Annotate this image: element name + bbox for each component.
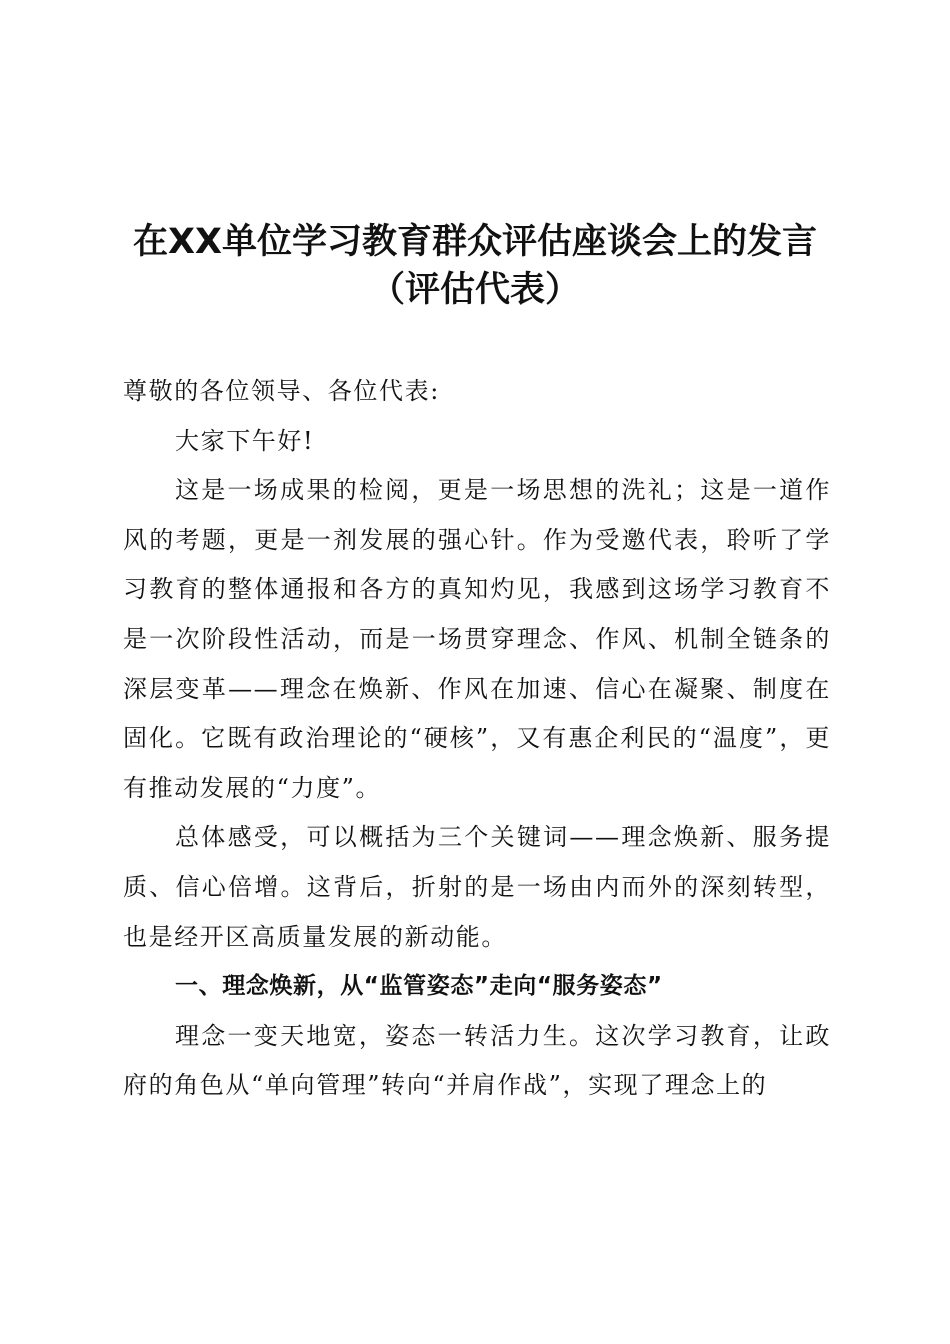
section-heading: 一、理念焕新，从“监管姿态”走向“服务姿态” [175, 973, 663, 1000]
document-body [123, 367, 831, 1111]
document-subtitle: （评估代表） [369, 270, 580, 310]
paragraph: 这是一场成果的检阅，更是一场思想的洗礼；这是一道作风的考题，更是一剂发展的强心针。作为受邀代表，聆听了学习教育的整体通报和各方的真知灼见，我感到这场学习教育不是一次阶段性活动，而是一场贯穿理念、作风、机制全链条的深层变革——理念在焕新、作风在加速、信心在凝聚、制度在固化。它既有政治理论的“硬核”，又有惠企利民的“温度”，更有推动发展的“力度”。 [123, 476, 831, 802]
document-title: 在XX单位学习教育群众评估座谈会上的发言 [133, 222, 817, 262]
salutation: 尊敬的各位领导、各位代表: [123, 377, 440, 405]
paragraph: 总体感受，可以概括为三个关键词——理念焕新、服务提质、信心倍增。这背后，折射的是一场由内而外的深刻转型，也是经开区高质量发展的新动能。 [123, 823, 831, 951]
greeting: 大家下午好! [175, 426, 315, 455]
paragraph: 理念一变天地宽，姿态一转活力生。这次学习教育，让政府的角色从“单向管理”转向“并肩作战”，实现了理念上的 [123, 1021, 831, 1100]
